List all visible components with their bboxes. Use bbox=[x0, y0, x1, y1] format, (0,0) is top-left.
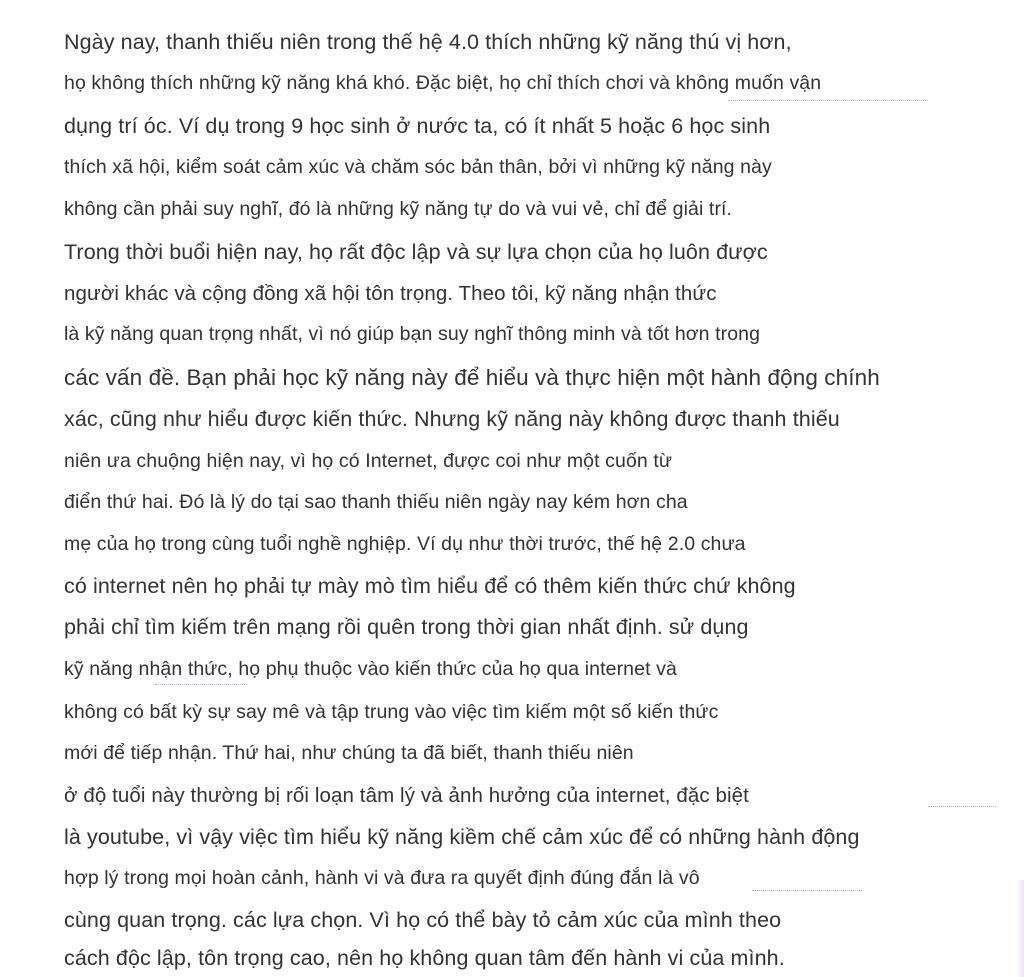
text-line-5: không cần phải suy nghĩ, đó là những kỹ năng tự do và vui vẻ, chỉ để giải trí. bbox=[64, 198, 733, 220]
text-line-7: người khác và cộng đồng xã hội tôn trọng. Theo tôi, kỹ năng nhận thức bbox=[64, 282, 717, 305]
dotted-underline-mark bbox=[155, 684, 247, 685]
page-edge-shade bbox=[1016, 880, 1024, 977]
text-line-22: cùng quan trọng. các lựa chọn. Vì họ có thể bày tỏ cảm xúc của mình theo bbox=[64, 908, 782, 932]
text-line-1: Ngày nay, thanh thiếu niên trong thế hệ 4.0 thích những kỹ năng thú vị hơn, bbox=[64, 30, 792, 54]
text-line-14: có internet nên họ phải tự mày mò tìm hiểu để có thêm kiến thức chứ không bbox=[64, 574, 796, 598]
dotted-underline-mark bbox=[928, 806, 996, 807]
text-line-19: ở độ tuổi này thường bị rối loạn tâm lý và ảnh hưởng của internet, đặc biệt bbox=[64, 784, 749, 807]
text-line-16: kỹ năng nhận thức, họ phụ thuộc vào kiến thức của họ qua internet và bbox=[64, 658, 677, 680]
text-line-8: là kỹ năng quan trọng nhất, vì nó giúp bạn suy nghĩ thông minh và tốt hơn trong bbox=[64, 323, 761, 345]
text-line-2: họ không thích những kỹ năng khá khó. Đặc biệt, họ chỉ thích chơi và không muốn vận bbox=[64, 72, 822, 94]
text-line-15: phải chỉ tìm kiếm trên mạng rồi quên trong thời gian nhất định. sử dụng bbox=[64, 615, 749, 639]
dotted-underline-mark bbox=[728, 100, 928, 101]
text-line-4: thích xã hội, kiểm soát cảm xúc và chăm sóc bản thân, bởi vì những kỹ năng này bbox=[64, 156, 772, 178]
text-line-10: xác, cũng như hiểu được kiến thức. Nhưng kỹ năng này không được thanh thiếu bbox=[64, 407, 840, 431]
text-line-6: Trong thời buổi hiện nay, họ rất độc lập và sự lựa chọn của họ luôn được bbox=[64, 240, 768, 264]
text-line-18: mới để tiếp nhận. Thứ hai, như chúng ta đã biết, thanh thiếu niên bbox=[64, 742, 634, 764]
text-line-3: dụng trí óc. Ví dụ trong 9 học sinh ở nước ta, có ít nhất 5 hoặc 6 học sinh bbox=[64, 114, 771, 138]
text-line-23: cách độc lập, tôn trọng cao, nên họ không quan tâm đến hành vi của mình. bbox=[64, 946, 785, 970]
text-line-12: điển thứ hai. Đó là lý do tại sao thanh thiếu niên ngày nay kém hơn cha bbox=[64, 491, 688, 513]
text-line-20: là youtube, vì vậy việc tìm hiểu kỹ năng kiềm chế cảm xúc để có những hành động bbox=[64, 825, 860, 849]
text-line-9: các vấn đề. Bạn phải học kỹ năng này để hiểu và thực hiện một hành động chính bbox=[64, 365, 880, 390]
dotted-underline-mark bbox=[752, 890, 862, 891]
text-line-17: không có bất kỳ sự say mê và tập trung vào việc tìm kiếm một số kiến thức bbox=[64, 701, 719, 723]
text-line-13: mẹ của họ trong cùng tuổi nghề nghiệp. Ví dụ như thời trước, thế hệ 2.0 chưa bbox=[64, 533, 746, 555]
text-line-21: hợp lý trong mọi hoàn cảnh, hành vi và đưa ra quyết định đúng đắn là vô bbox=[64, 867, 700, 889]
text-line-11: niên ưa chuộng hiện nay, vì họ có Internet, được coi như một cuốn từ bbox=[64, 450, 673, 472]
